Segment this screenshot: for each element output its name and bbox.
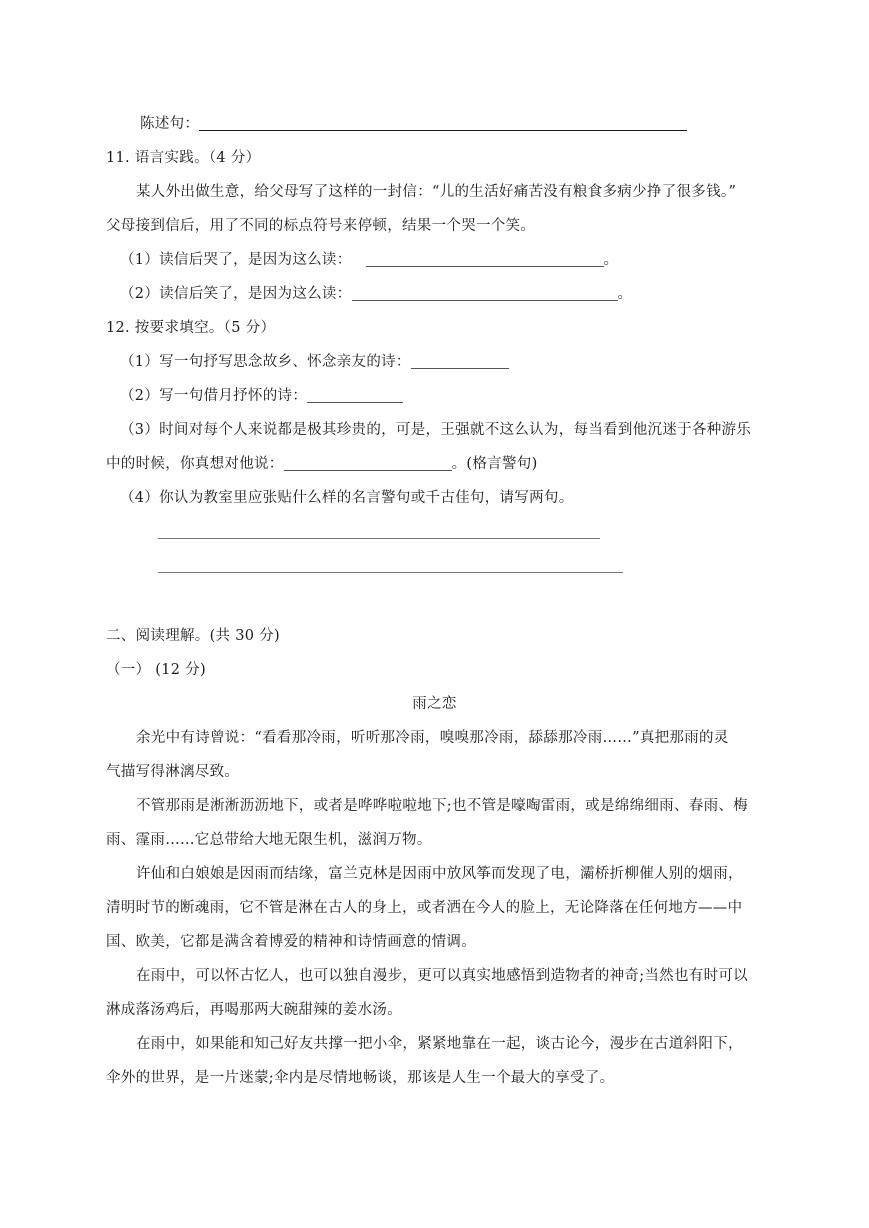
q12-item-2 [120, 386, 403, 406]
q12-item-4: （4）你认为教室里应张贴什么样的名言警句或千古佳句，请写两句。 [120, 490, 574, 506]
passage-p2-line-2: 雨、霪雨……它总带给大地无限生机，滋润万物。 [106, 832, 432, 848]
answer-line-2[interactable] [158, 572, 623, 573]
reading-subsection-heading: （一） (12 分) [106, 662, 206, 678]
q12-heading: 12. 按要求填空。（5 分） [106, 320, 276, 336]
passage-p4-line-2: 淋成落汤鸡后，再喝那两大碗甜辣的姜水汤。 [106, 1002, 402, 1018]
q11-item-2-period: 。 [617, 286, 633, 302]
passage-p2-line-1: 不管那雨是淅淅沥沥地下，或者是哗哗啦啦地下;也不管是嚎啕雷雨，或是绵绵细雨、春雨、梅 [136, 798, 748, 814]
q12-item-3-line-2 [106, 454, 538, 474]
q11-item-2 [120, 284, 632, 304]
passage-p3-line-2: 清明时节的断魂雨，它不管是淋在古人的身上，或者洒在今人的脸上，无论降落在任何地方——中 [106, 900, 743, 916]
answer-line-1[interactable] [158, 538, 600, 539]
q11-item-1-prompt: （1）读信后哭了，是因为这么读： [120, 252, 352, 268]
q11-heading: 11. 语言实践。（4 分） [106, 150, 261, 166]
passage-p5-line-1: 在雨中，如果能和知己好友共撑一把小伞，紧紧地靠在一起，谈古论今，漫步在古道斜阳下， [136, 1036, 743, 1052]
answer-blank[interactable] [307, 402, 403, 403]
q11-item-1 [120, 250, 618, 270]
reading-section-heading: 二、阅读理解。(共 30 分) [106, 628, 280, 644]
q12-item-1 [120, 352, 509, 372]
answer-blank[interactable] [366, 266, 604, 267]
passage-title: 雨之恋 [412, 696, 457, 712]
answer-blank[interactable] [199, 130, 687, 131]
q11-item-1-period: 。 [603, 252, 619, 268]
declarative-sentence-line [140, 114, 687, 134]
q12-item-3-line-1: （3）时间对每个人来说都是极其珍贵的，可是，王强就不这么认为，每当看到他沉迷于各种游乐 [120, 422, 752, 438]
q11-item-2-prompt: （2）读信后笑了，是因为这么读： [120, 286, 352, 302]
answer-blank[interactable] [284, 470, 452, 471]
answer-blank[interactable] [352, 300, 618, 301]
passage-p1-line-1: 余光中有诗曾说：“看看那冷雨，听听那冷雨，嗅嗅那冷雨，舔舔那冷雨……”真把那雨的灵 [136, 730, 729, 746]
answer-blank[interactable] [411, 368, 509, 369]
passage-p4-line-1: 在雨中，可以怀古忆人，也可以独自漫步，更可以真实地感悟到造物者的神奇;当然也有时可以 [136, 968, 748, 984]
passage-p1-line-2: 气描写得淋漓尽致。 [106, 764, 240, 780]
q12-item-3-prompt: 中的时候，你真想对他说： [106, 456, 284, 472]
q11-paragraph-line-1: 某人外出做生意，给父母写了这样的一封信：“儿的生活好痛苦没有粮食多病少挣了很多钱。” [136, 184, 737, 200]
declarative-sentence-label: 陈述句： [140, 116, 200, 132]
passage-p3-line-3: 国、欧美，它都是满含着博爱的精神和诗情画意的情调。 [106, 934, 476, 950]
passage-p3-line-1: 许仙和白娘娘是因雨而结缘，富兰克林是因雨中放风筝而发现了电，灞桥折柳催人别的烟雨， [136, 866, 743, 882]
q12-item-1-prompt: （1）写一句抒写思念故乡、怀念亲友的诗： [120, 354, 411, 370]
q12-item-2-prompt: （2）写一句借月抒怀的诗： [120, 388, 308, 404]
passage-p5-line-2: 伞外的世界，是一片迷蒙;伞内是尽情地畅谈，那该是人生一个最大的享受了。 [106, 1070, 615, 1086]
q12-item-3-note: 。(格言警句) [451, 456, 538, 472]
q11-paragraph-line-2: 父母接到信后，用了不同的标点符号来停顿，结果一个哭一个笑。 [106, 218, 536, 234]
